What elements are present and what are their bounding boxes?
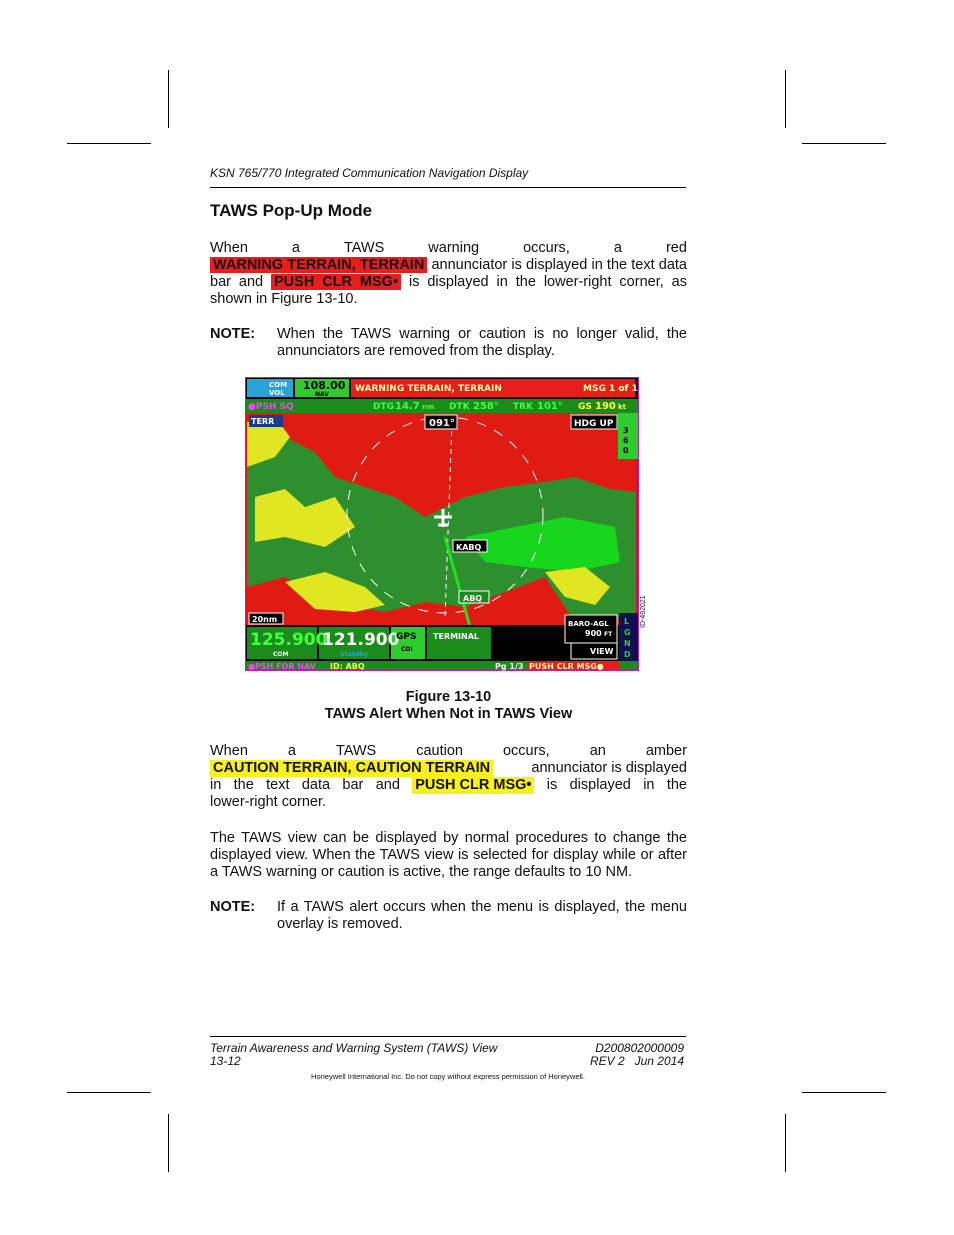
- psh-sq: ●PSH SQ: [248, 402, 294, 412]
- legend-n: N: [624, 639, 631, 648]
- crop-mark: [67, 143, 151, 144]
- terminal-label: TERMINAL: [433, 632, 480, 641]
- standby-frequency: 121.900: [322, 630, 400, 650]
- heading-readout: 091°: [429, 418, 455, 429]
- nav-frequency: 108.00: [303, 379, 346, 392]
- abq-label: ABQ: [463, 594, 483, 603]
- com-label: COM: [273, 651, 289, 658]
- warning-annunciator-screen: WARNING TERRAIN, TERRAIN: [355, 384, 502, 394]
- figure-caption-number: Figure 13-10: [405, 689, 492, 705]
- caution-annunciator: CAUTION TERRAIN, CAUTION TERRAIN: [210, 760, 493, 777]
- note-text: If a TAWS alert occurs when the menu is displayed, the menu overlay is removed.: [277, 899, 687, 932]
- footer-revision: REV 2 Jun 2014: [589, 1054, 684, 1068]
- id-abq: ID: ABQ: [330, 662, 365, 671]
- com-vol-label2: VOL: [269, 389, 285, 397]
- ksn-display-screenshot: [245, 377, 639, 671]
- trk-label: TRK: [513, 402, 534, 412]
- justified-line: in the text data bar and PUSH CLR MSG• is displayed in the: [210, 777, 687, 793]
- crop-mark: [67, 1092, 151, 1093]
- note-text: When the TAWS warning or caution is no longer valid, the annunciators are removed from the display.: [277, 326, 687, 359]
- header-rule: [210, 187, 686, 188]
- legend-g: G: [624, 628, 631, 637]
- footer-page-number: 13-12: [210, 1054, 241, 1068]
- push-clr-msg-caution: PUSH CLR MSG•: [412, 777, 534, 794]
- section-title: TAWS Pop-Up Mode: [210, 201, 373, 220]
- footer-section-title: Terrain Awareness and Warning System (TAWS) View: [210, 1041, 498, 1055]
- caution-line: CAUTION TERRAIN, CAUTION TERRAIN annunciator is displayed: [210, 760, 687, 777]
- trk-value: 101°: [537, 401, 563, 412]
- msg-count: MSG 1 of 1: [583, 384, 638, 394]
- crop-mark: [168, 70, 169, 128]
- hdg-up: HDG UP: [574, 419, 614, 429]
- note-label: NOTE:: [210, 899, 256, 915]
- warning-annunciator: WARNING TERRAIN, TERRAIN: [210, 257, 427, 273]
- dtk-label: DTK: [449, 402, 470, 412]
- footer-doc-number: D200802000009: [595, 1041, 684, 1055]
- gs-value: 190: [595, 401, 616, 412]
- range-side-6: 6: [623, 436, 629, 445]
- com-vol-label: COM: [269, 381, 288, 389]
- terr-label: TERR: [251, 417, 275, 426]
- paragraph-taws-view: The TAWS view can be displayed by normal procedures to change the displayed view. When the TAWS view is selected for display while or after a TAWS warning or caution is active, the range defaults to 10 NM.: [210, 830, 687, 880]
- paragraph-caution: When a TAWS caution occurs, an amber CAUTION TERRAIN, CAUTION TERRAIN annunciator is displayed in the text data bar and PUSH CLR MSG• is displayed in the lower-right corner.: [210, 743, 687, 810]
- running-header: KSN 765/770 Integrated Communication Navigation Display: [210, 166, 529, 180]
- range-label: 20nm: [252, 615, 278, 624]
- crop-mark: [802, 143, 886, 144]
- push-clr-msg-screen: PUSH CLR MSG●: [529, 662, 604, 671]
- dtg-label: DTG: [373, 402, 394, 412]
- crop-mark: [785, 70, 786, 128]
- baro-unit: FT: [604, 631, 613, 638]
- nav-label: NAV: [315, 391, 329, 398]
- page-indicator: Pg 1/3: [495, 662, 524, 671]
- range-side-3: 3: [623, 426, 629, 435]
- footer-rule: [210, 1036, 686, 1037]
- standby-label: Standby: [340, 651, 369, 658]
- crop-mark: [802, 1092, 886, 1093]
- cdi-label: CDI: [401, 646, 413, 653]
- com-frequency: 125.900: [250, 630, 328, 650]
- baro-agl: BARO-AGL: [568, 620, 609, 628]
- dtk-value: 258°: [473, 401, 499, 412]
- display-svg: [245, 377, 639, 671]
- justified-line: When a TAWS caution occurs, an amber: [210, 743, 687, 759]
- legend-d: D: [624, 650, 631, 659]
- baro-value: 900: [585, 629, 602, 638]
- figure-id: ID-492021: [640, 595, 647, 628]
- crop-mark: [785, 1114, 786, 1172]
- note-label: NOTE:: [210, 326, 256, 342]
- gps-label: GPS: [396, 632, 417, 642]
- legend-l: L: [624, 617, 630, 626]
- range-side-0: 0: [623, 446, 629, 455]
- push-clr-msg-annunciator: PUSH CLR MSG•: [271, 274, 401, 290]
- copyright-notice: Honeywell International Inc. Do not copy without express permission of Honeywell.: [311, 1072, 585, 1081]
- dtg-value: 14.7: [395, 401, 420, 412]
- figure-caption-title: TAWS Alert When Not in TAWS View: [324, 706, 573, 722]
- view-label: VIEW: [590, 647, 614, 656]
- dtg-unit: nm: [422, 403, 435, 411]
- gs-label: GS: [578, 402, 592, 412]
- kabq-label: KABQ: [456, 543, 482, 552]
- psh-for-nav: ●PSH FOR NAV: [248, 662, 316, 671]
- gs-unit: kt: [618, 403, 627, 411]
- crop-mark: [168, 1114, 169, 1172]
- justified-line: When a TAWS warning occurs, a red: [210, 240, 687, 256]
- paragraph-warning: When a TAWS warning occurs, a red WARNING TERRAIN, TERRAIN annunciator is displayed in the text data bar and PUSH CLR MSG• is displayed in the lower-right corner, as shown in Figure 13-10.: [210, 240, 687, 307]
